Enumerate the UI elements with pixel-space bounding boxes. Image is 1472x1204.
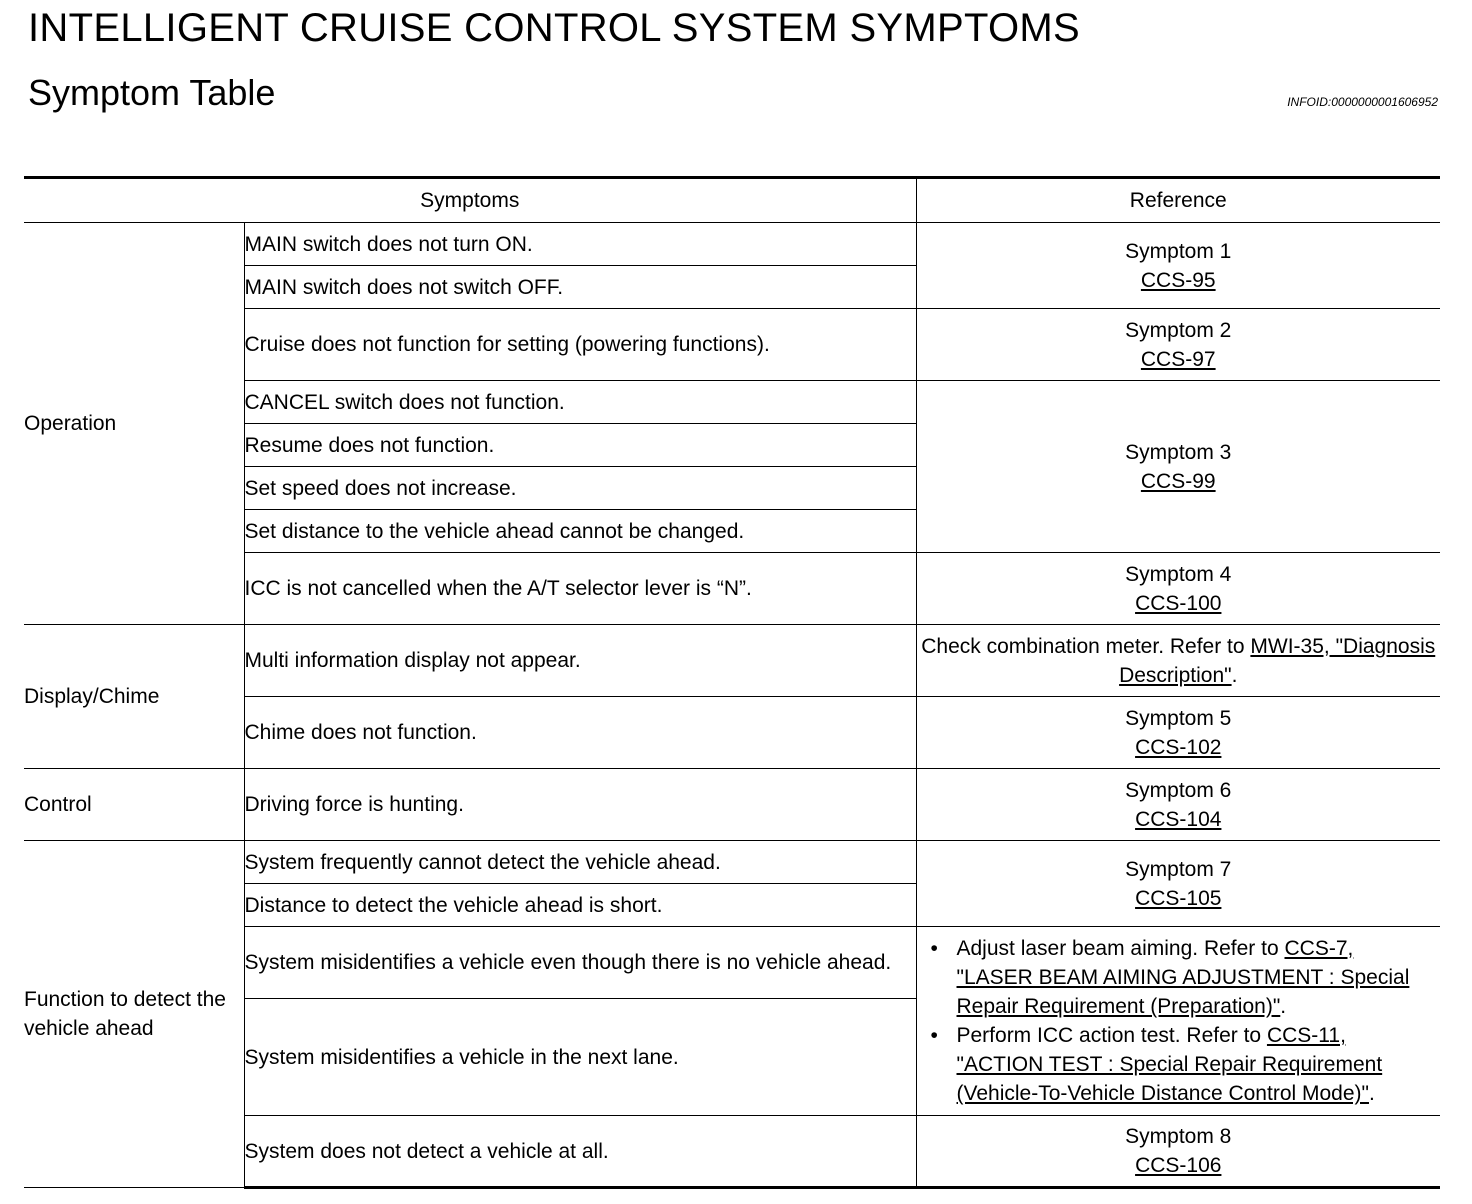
symptom-cell: Chime does not function. bbox=[244, 697, 916, 769]
info-id: INFOID:0000000001606952 bbox=[1287, 95, 1438, 109]
symptom-cell: System frequently cannot detect the vehicle ahead. bbox=[244, 841, 916, 884]
table-row bbox=[24, 841, 1440, 884]
reference-cell bbox=[916, 927, 1440, 1116]
meter-ref-link[interactable]: MWI-35, "Diagnosis Description" bbox=[1119, 634, 1436, 687]
symptom-cell: ICC is not cancelled when the A/T selector lever is “N”. bbox=[244, 553, 916, 625]
symptom-cell: System misidentifies a vehicle in the next lane. bbox=[244, 999, 916, 1116]
symptom-cell: CANCEL switch does not function. bbox=[244, 381, 916, 424]
bullet-text: Adjust laser beam aiming. Refer to bbox=[956, 937, 1285, 960]
category-display-chime: Display/Chime bbox=[24, 625, 244, 769]
symptom-cell: Set speed does not increase. bbox=[244, 467, 916, 510]
reference-link[interactable]: CCS-102 bbox=[1135, 735, 1222, 759]
reference-name: Symptom 1 bbox=[1125, 239, 1232, 263]
reference-cell bbox=[916, 625, 1440, 697]
symptom-cell: Driving force is hunting. bbox=[244, 769, 916, 841]
symptom-cell: System does not detect a vehicle at all. bbox=[244, 1116, 916, 1188]
category-detect-vehicle: Function to detect the vehicle ahead bbox=[24, 841, 244, 1188]
reference-name: Symptom 2 bbox=[1125, 318, 1232, 342]
bullet-item bbox=[931, 1021, 1433, 1108]
symptom-table bbox=[24, 176, 1440, 1189]
bullet-dot: • bbox=[930, 1024, 938, 1047]
symptom-cell: MAIN switch does not turn ON. bbox=[244, 223, 916, 266]
reference-link[interactable]: CCS-99 bbox=[1140, 469, 1216, 493]
reference-header: Reference bbox=[916, 178, 1440, 223]
header-row bbox=[24, 178, 1440, 223]
symptom-cell: System misidentifies a vehicle even though there is no vehicle ahead. bbox=[244, 927, 916, 999]
category-operation: Operation bbox=[24, 223, 244, 625]
symptom-cell: Set distance to the vehicle ahead cannot be changed. bbox=[244, 510, 916, 553]
reference-link[interactable]: CCS-97 bbox=[1140, 347, 1216, 371]
reference-name: Symptom 3 bbox=[1125, 440, 1232, 464]
reference-cell bbox=[916, 309, 1440, 381]
reference-link[interactable]: CCS-95 bbox=[1140, 268, 1216, 292]
bullet-link[interactable]: CCS-11, "ACTION TEST : Special Repair Requirement (Vehicle-To-Vehicle Distance Control Mode)" bbox=[956, 1024, 1383, 1105]
bullet-text: Perform ICC action test. Refer to bbox=[956, 1024, 1267, 1047]
bullet-link[interactable]: CCS-7, "LASER BEAM AIMING ADJUSTMENT : Special Repair Requirement (Preparation)" bbox=[956, 937, 1410, 1018]
reference-cell bbox=[916, 381, 1440, 553]
bullet-item bbox=[931, 934, 1433, 1021]
symptom-cell: Resume does not function. bbox=[244, 424, 916, 467]
table-row bbox=[24, 625, 1440, 697]
reference-name: Symptom 6 bbox=[1125, 778, 1232, 802]
symptom-cell: MAIN switch does not switch OFF. bbox=[244, 266, 916, 309]
bullet-tail: . bbox=[1280, 995, 1287, 1018]
reference-link[interactable]: CCS-100 bbox=[1135, 591, 1222, 615]
page-title: INTELLIGENT CRUISE CONTROL SYSTEM SYMPTOMS bbox=[28, 6, 1081, 50]
symptom-cell: Cruise does not function for setting (powering functions). bbox=[244, 309, 916, 381]
reference-name: Symptom 8 bbox=[1125, 1125, 1232, 1148]
reference-cell bbox=[916, 841, 1440, 927]
reference-name: Symptom 7 bbox=[1125, 857, 1232, 881]
bullet-tail: . bbox=[1368, 1082, 1375, 1105]
reference-link[interactable]: CCS-105 bbox=[1135, 886, 1222, 910]
reference-cell bbox=[916, 223, 1440, 309]
bullet-list bbox=[917, 934, 1441, 1108]
reference-cell bbox=[916, 1116, 1440, 1188]
table-row bbox=[24, 769, 1440, 841]
section-title: Symptom Table bbox=[28, 72, 276, 113]
reference-cell bbox=[916, 769, 1440, 841]
reference-link[interactable]: CCS-106 bbox=[1135, 1154, 1222, 1177]
reference-cell bbox=[916, 697, 1440, 769]
meter-ref-tail: . bbox=[1231, 663, 1238, 687]
category-control: Control bbox=[24, 769, 244, 841]
table-row bbox=[24, 223, 1440, 266]
bullet-dot: • bbox=[930, 937, 938, 960]
meter-ref-text: Check combination meter. Refer to bbox=[921, 634, 1251, 658]
reference-cell bbox=[916, 553, 1440, 625]
reference-name: Symptom 5 bbox=[1125, 706, 1232, 730]
reference-link[interactable]: CCS-104 bbox=[1135, 807, 1222, 831]
symptom-cell: Multi information display not appear. bbox=[244, 625, 916, 697]
symptom-cell: Distance to detect the vehicle ahead is short. bbox=[244, 884, 916, 927]
reference-name: Symptom 4 bbox=[1125, 562, 1232, 586]
symptoms-header: Symptoms bbox=[24, 178, 916, 223]
